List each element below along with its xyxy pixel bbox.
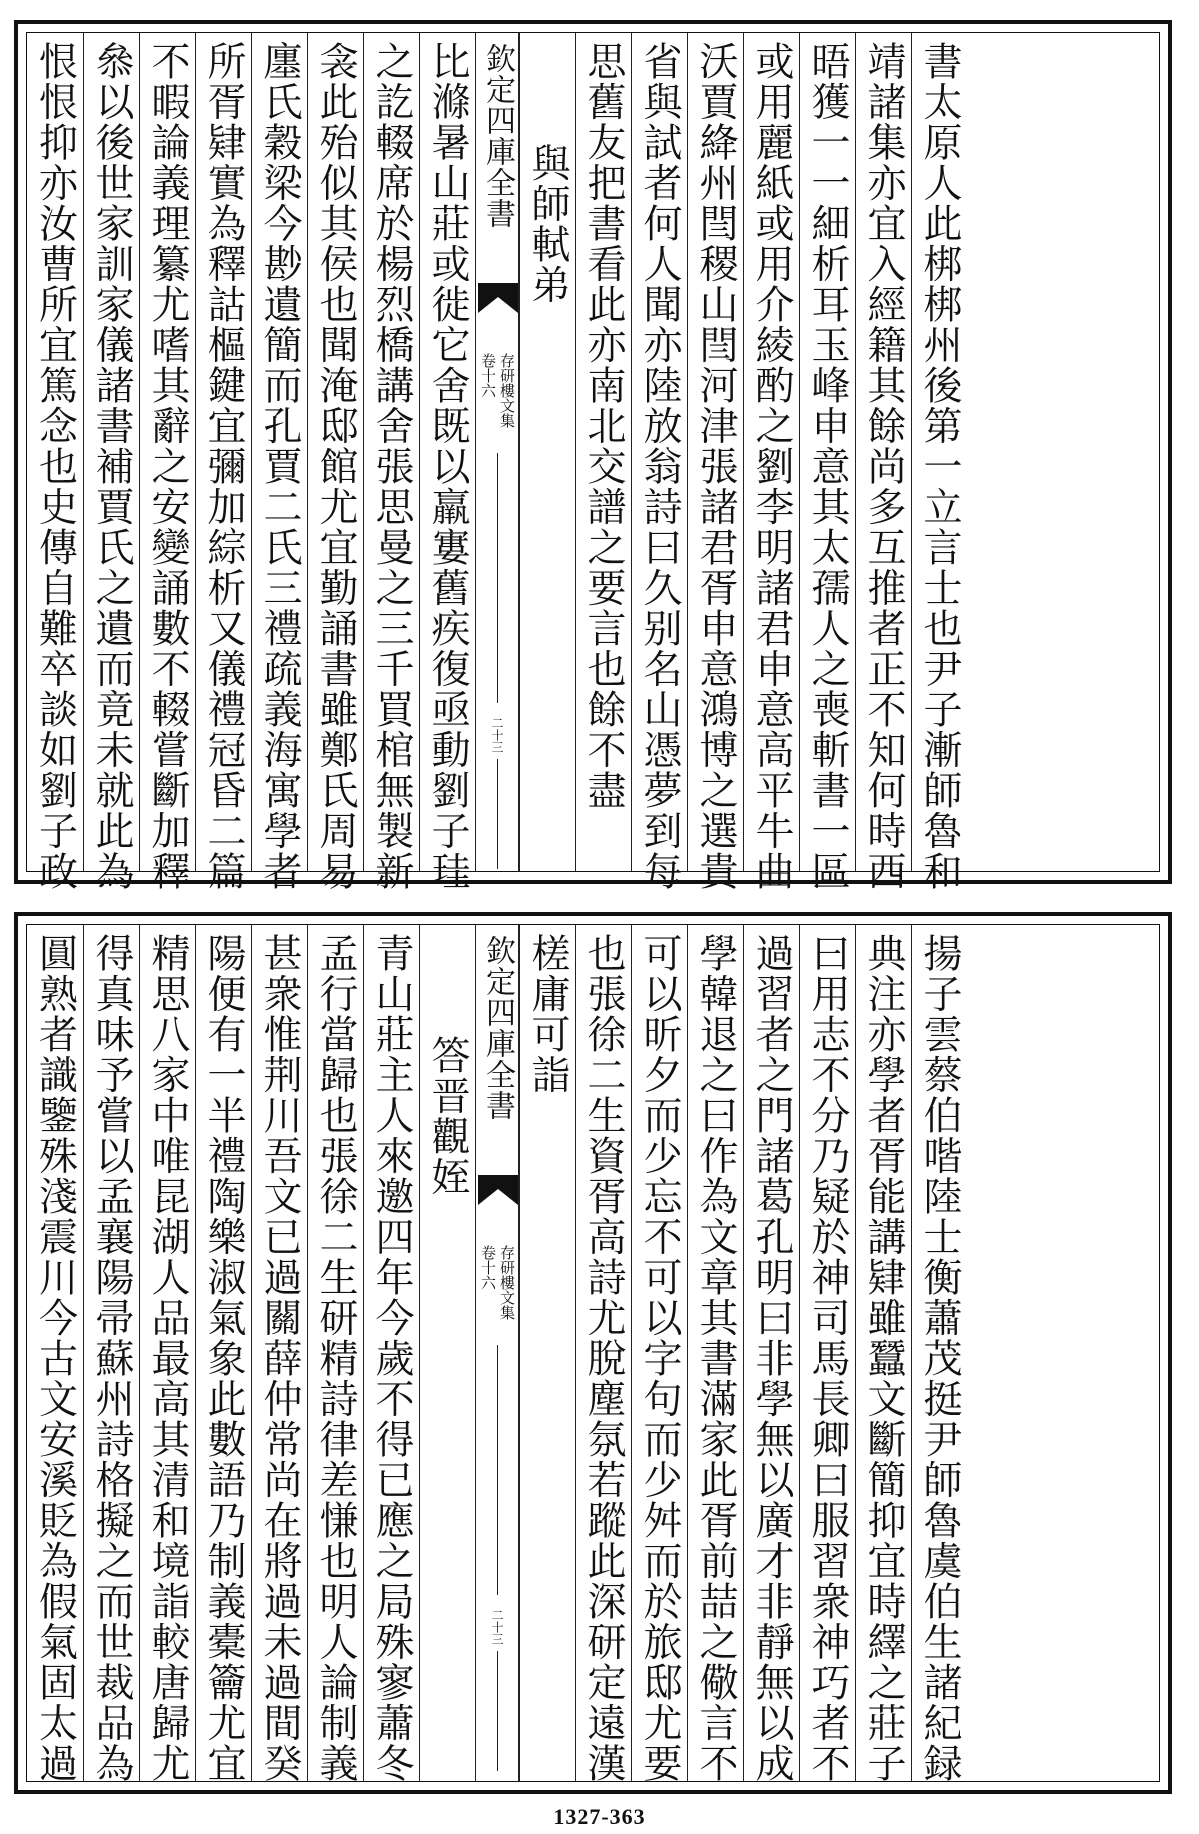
book-title: 欽定四庫全書 bbox=[480, 935, 515, 1121]
text-column bbox=[83, 33, 139, 892]
page-number: 1327-363 bbox=[553, 1804, 646, 1829]
fishtail-mark-icon bbox=[478, 1175, 518, 1205]
center-rule bbox=[497, 1345, 498, 1595]
text-column bbox=[363, 33, 419, 892]
volume-number: 卷十六 bbox=[479, 1245, 497, 1290]
column-text: 比滌暑山莊或徙它舍既以羸寠舊疾復亟動劉子珪 bbox=[425, 41, 470, 892]
collection-name: 存研樓文集 bbox=[498, 1245, 516, 1320]
text-column bbox=[687, 925, 743, 1784]
column-text: 思舊友把書看此亦南北交譜之要言也餘不盡 bbox=[581, 41, 626, 811]
column-text: 孟行當歸也張徐二生研精詩律差慊也明人論制義 bbox=[313, 933, 358, 1784]
column-text: 得真味予嘗以孟襄陽帚蘇州詩格擬之而世裁品為 bbox=[89, 933, 134, 1784]
text-column bbox=[687, 33, 743, 892]
column-text: 叅以後世家訓家儀諸書補賈氏之遺而竟未就此為 bbox=[89, 41, 134, 892]
column-text: 圓熟者識鑒殊淺震川今古文安溪貶為假氣固太過 bbox=[32, 933, 78, 1784]
text-column bbox=[307, 33, 363, 892]
center-fold-strip bbox=[475, 925, 519, 1781]
letter-title: 與師軾弟 bbox=[525, 143, 570, 305]
column-text: 沃賈絳州閆稷山閆河津張諸君胥申意鴻博之選貴 bbox=[693, 41, 738, 892]
column-text: 恨恨抑亦汝曹所宜篤念也史傳自難卒談如劉子政 bbox=[32, 41, 78, 892]
column-text: 衾此殆似其侯也聞淹邸館尤宜勤誦書雖鄭氏周易 bbox=[313, 41, 358, 892]
text-column bbox=[631, 33, 687, 892]
column-text: 甚衆惟荆川吾文已過關薛仲常尚在將過未過間癸 bbox=[257, 933, 302, 1784]
center-rule bbox=[497, 759, 498, 869]
text-column bbox=[575, 925, 631, 1784]
text-column bbox=[631, 925, 687, 1784]
text-column bbox=[27, 33, 83, 892]
text-column bbox=[251, 33, 307, 892]
bottom-page-frame bbox=[14, 912, 1172, 1794]
leaf-number: 二十三 bbox=[490, 1609, 504, 1645]
column-text: 書太原人此梆梆州後第一立言士也尹子漸師魯和 bbox=[917, 41, 962, 892]
column-text: 過習者之門諸葛孔明曰非學無以廣才非靜無以成 bbox=[749, 933, 794, 1784]
text-column bbox=[911, 33, 967, 892]
top-page-inner-border bbox=[26, 32, 1160, 892]
text-column bbox=[911, 925, 967, 1784]
top-page-frame bbox=[14, 20, 1172, 892]
column-text: 靖諸集亦宜入經籍其餘尚多互推者正不知何時西 bbox=[861, 41, 906, 892]
text-column bbox=[743, 925, 799, 1784]
volume-number: 卷十六 bbox=[479, 353, 497, 398]
center-rule bbox=[497, 453, 498, 703]
text-column bbox=[139, 33, 195, 892]
text-column bbox=[307, 925, 363, 1784]
text-column bbox=[83, 925, 139, 1784]
text-column bbox=[195, 33, 251, 892]
column-text: 青山莊主人來邀四年今歲不得已應之局殊寥蕭冬 bbox=[369, 933, 414, 1784]
bottom-page-inner-border bbox=[26, 924, 1160, 1782]
title-column bbox=[419, 925, 475, 1781]
column-text: 典注亦學者胥能講肄雖蠶文斷簡抑宜時繹之莊子 bbox=[861, 933, 906, 1784]
text-column bbox=[363, 925, 419, 1784]
column-text: 之訖輟席於楊烈橋講舍張思曼之三千買棺無製新 bbox=[369, 41, 414, 892]
column-text: 或用麗紙或用介綾酌之劉李明諸君申意高平牛曲 bbox=[749, 41, 794, 892]
letter-title: 答晋觀姪 bbox=[425, 1035, 470, 1197]
column-text: 陽便有一半禮陶樂淑氣象此數語乃制義橐籥尤宜 bbox=[201, 933, 246, 1784]
column-text: 晤獲一一細析耳玉峰申意其太孺人之喪斬書一區 bbox=[805, 41, 850, 892]
column-text: 學韓退之曰作為文章其書滿家此胥前喆之儆言不 bbox=[693, 933, 738, 1784]
text-column bbox=[743, 33, 799, 892]
text-column bbox=[419, 33, 475, 892]
text-column bbox=[251, 925, 307, 1784]
column-text: 也張徐二生資胥高詩尤脫塵氛若蹤此深研定遠漢 bbox=[581, 933, 626, 1784]
text-column bbox=[27, 925, 83, 1784]
text-column bbox=[519, 925, 575, 1781]
text-column bbox=[799, 925, 855, 1784]
text-column bbox=[855, 925, 911, 1784]
column-text: 廛氏穀梁今尠遺簡而孔賈二氏三禮疏義海寓學者 bbox=[257, 41, 302, 892]
column-text: 槎庸可詣 bbox=[525, 933, 570, 1095]
column-text: 省與試者何人聞亦陸放翁詩曰久别名山憑夢到每 bbox=[637, 41, 682, 892]
column-text: 揚子雲蔡伯喈陸士衡蕭茂挺尹師魯虞伯生諸紀録 bbox=[917, 933, 962, 1784]
title-column bbox=[519, 33, 575, 871]
column-text: 所胥肄實為釋詁樞鍵宜彌加綜析又儀禮冠昏二篇 bbox=[201, 41, 246, 892]
text-column bbox=[139, 925, 195, 1784]
fishtail-mark-icon bbox=[478, 283, 518, 313]
column-text: 可以昕夕而少忘不可以字句而少舛而於旅邸尤要 bbox=[637, 933, 682, 1784]
column-text: 曰用志不分乃疑於神司馬長卿曰服習衆神巧者不 bbox=[805, 933, 850, 1784]
text-column bbox=[575, 33, 631, 871]
text-column bbox=[855, 33, 911, 892]
column-text: 不暇論義理纂尤嗜其辭之安變誦數不輟嘗斷加釋 bbox=[145, 41, 190, 892]
column-text: 精思八家中唯昆湖人品最高其清和境詣較唐歸尤 bbox=[145, 933, 190, 1784]
center-fold-strip bbox=[475, 33, 519, 871]
book-title: 欽定四庫全書 bbox=[480, 43, 515, 229]
leaf-number: 二十三 bbox=[490, 717, 504, 753]
collection-name: 存研樓文集 bbox=[498, 353, 516, 428]
text-column bbox=[799, 33, 855, 892]
center-rule bbox=[497, 1651, 498, 1771]
text-column bbox=[195, 925, 251, 1784]
